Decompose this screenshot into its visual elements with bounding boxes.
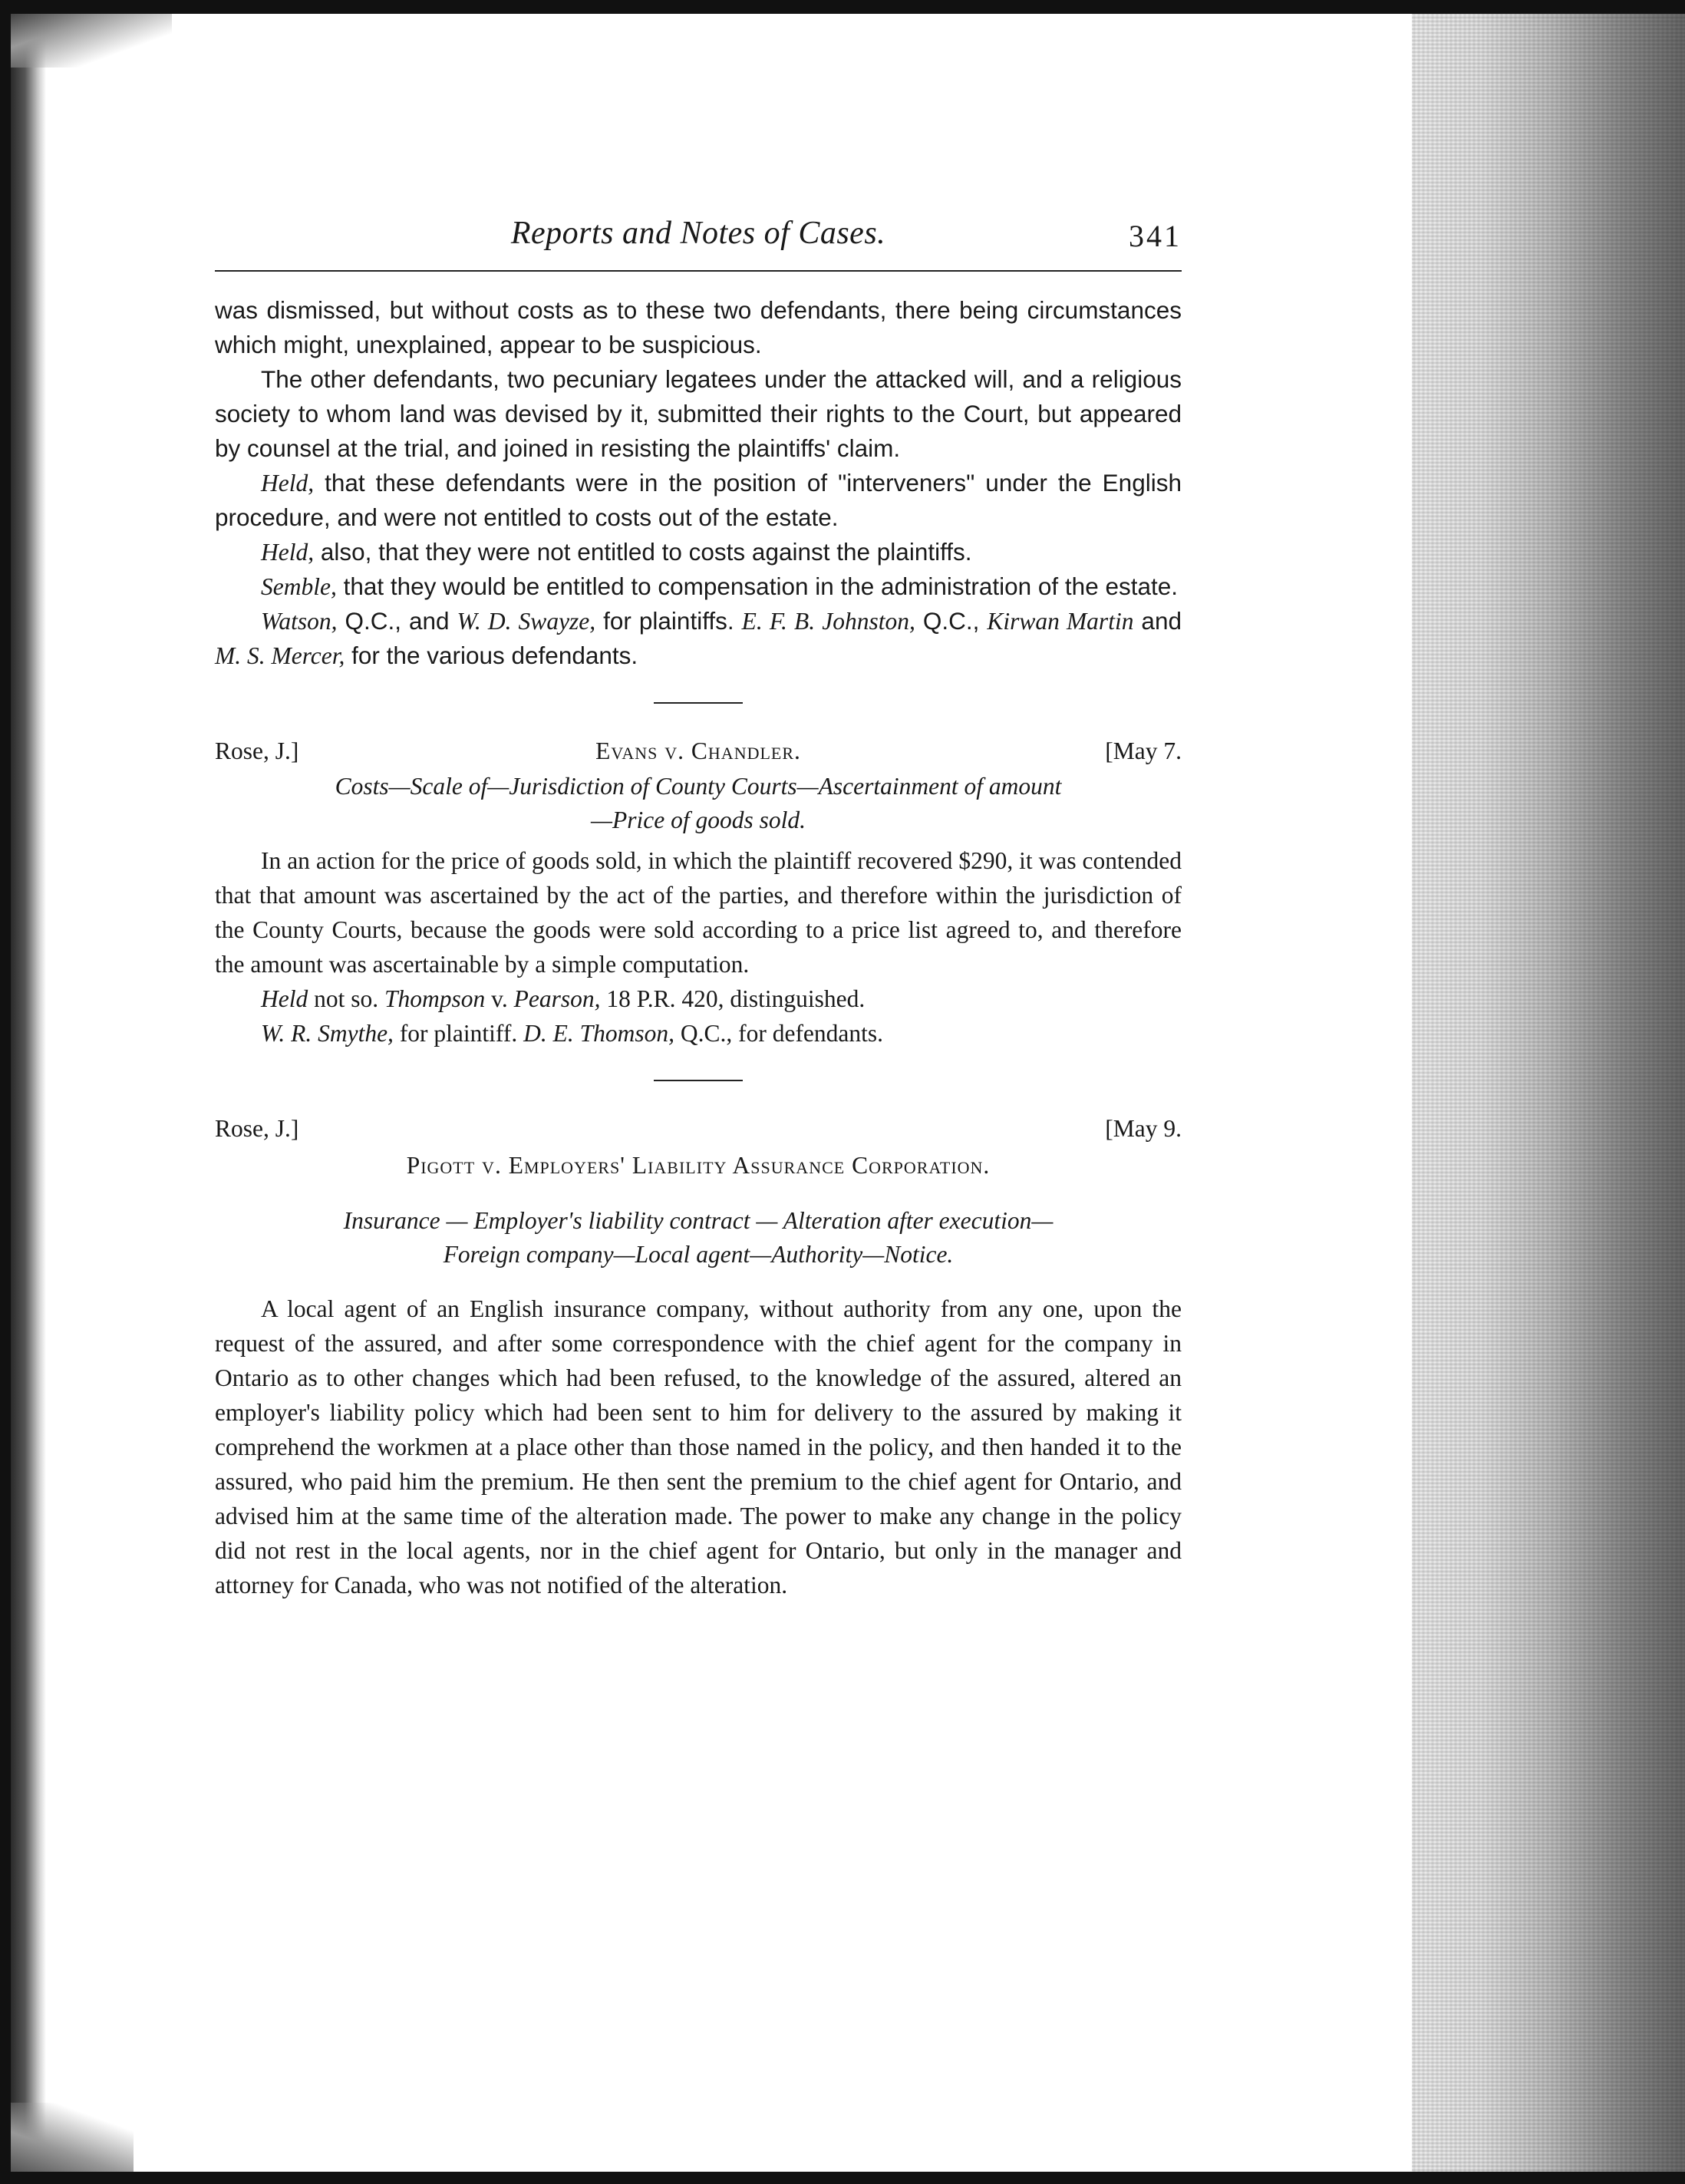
case-subject-line: Insurance — Employer's liability contract — Alteration after execution— [343,1207,1054,1234]
counsel-name: W. R. Smythe, [261,1020,394,1047]
counsel-paragraph [215,604,1182,673]
counsel-text: for the various defendants. [345,642,638,669]
scan-corner-top-left [11,14,172,68]
case-subject-line: —Price of goods sold. [591,807,806,833]
case-title: Evans v. Chandler. [595,737,801,764]
held-text: not so. [308,985,384,1012]
counsel-text: Q.C., for defendants. [674,1020,884,1047]
held-label: Held, [261,470,315,497]
counsel-text: Q.C., and [337,607,457,635]
case-subject [215,770,1182,837]
counsel-name: M. S. Mercer, [215,642,345,669]
header-rule [215,270,1182,272]
paragraph: In an action for the price of goods sold, in which the plaintiff recovered $290, it was contended that that amount was ascertained by the act of the parties, and therefore within the jurisdiction of the County Courts, because the goods were sold according to a price list agreed to, and therefore the amount was ascertainable by a simple computation. [215,847,1182,978]
spacer [215,1272,1182,1292]
scan-corner-bottom-left [11,2103,134,2172]
case-judge: Rose, J.] [215,737,299,764]
case-pigott-v-employers [215,1110,1182,1602]
case-subject [215,1204,1182,1272]
scan-edge-left [0,0,11,2184]
scan-edge-bottom [0,2172,1685,2184]
cited-case-name: Pearson, [513,985,601,1012]
case-divider [654,702,743,704]
semble-text: that they would be entitled to compensation in the administration of the estate. [336,572,1179,600]
held-label: Held [261,985,308,1012]
held-text: 18 P.R. 420, distinguished. [600,985,866,1012]
counsel-text: and [1133,607,1182,635]
held-text: also, that they were not entitled to costs against the plaintiffs. [314,538,972,566]
counsel-text: for plaintiff. [393,1020,524,1047]
case-subject-line: Costs—Scale of—Jurisdiction of County Courts—Ascertainment of amount [335,773,1062,800]
case-judge: Rose, J.] [215,1115,299,1142]
semble-paragraph [215,569,1182,604]
page-header [215,215,1182,264]
semble-label: Semble, [261,573,337,600]
counsel-text: for plaintiffs. [595,607,742,635]
held-text: that these defendants were in the position of "interveners" under the English procedure, and were not entitled to costs out of the estate. [215,469,1182,531]
paragraph: A local agent of an English insurance company, without authority from any one, upon the request of the assured, and after some correspondence with the chief agent for the company in Ontario as to other changes which had been refused, to the knowledge of the assured, altered an employer's liability policy which had been sent to him for delivery to the assured by making it comprehend the workmen at a place other than those named in the policy, and then handed it to the assured, who paid him the premium. He then sent the premium to the chief agent for Ontario, and advised him at the same time of the alteration made. The power to make any change in the policy did not rest in the local agents, nor in the chief agent for Ontario, but only in the manager and attorney for Canada, who was not notified of the alteration. [215,1295,1182,1598]
case-heading [215,733,1182,770]
held-text: v. [485,985,514,1012]
page-content [215,215,1182,1602]
counsel-name: E. F. B. Johnston, [741,608,915,635]
counsel-name: Watson, [261,608,338,635]
counsel-paragraph [215,1016,1182,1051]
counsel-name: D. E. Thomson, [523,1020,674,1047]
spacer [215,1184,1182,1204]
case-date: [May 9. [1105,1115,1182,1142]
counsel-name: W. D. Swayze, [457,608,596,635]
held-paragraph [215,981,1182,1016]
counsel-name: Kirwan Martin [987,608,1134,635]
held-paragraph [215,466,1182,535]
binding-shadow-left [11,14,46,2172]
running-title: Reports and Notes of Cases. [510,216,886,251]
paragraph: was dismissed, but without costs as to these two defendants, there being circumstances which might, unexplained, appear to be suspicious. [215,296,1182,358]
case-date: [May 7. [1105,737,1182,764]
paragraph: The other defendants, two pecuniary legatees under the attacked will, and a religious society to whom land was devised by it, submitted their rights to the Court, but appeared by counsel at the trial, and joined in resisting the plaintiffs' claim. [215,365,1182,462]
case-divider [654,1080,743,1081]
case-title: Pigott v. Employers' Liability Assurance Corporation. [406,1152,991,1179]
page-number: 341 [1129,219,1182,253]
case-subject-line: Foreign company—Local agent—Authority—Notice. [443,1241,954,1268]
case-continuation [215,293,1182,673]
case-evans-v-chandler [215,733,1182,1051]
held-label: Held, [261,539,315,566]
held-paragraph [215,535,1182,569]
cited-case-name: Thompson [384,985,486,1012]
counsel-text: Q.C., [915,607,988,635]
case-heading [215,1110,1182,1147]
scan-edge-top [0,0,1685,14]
page-edge-stack-right [1412,14,1685,2172]
